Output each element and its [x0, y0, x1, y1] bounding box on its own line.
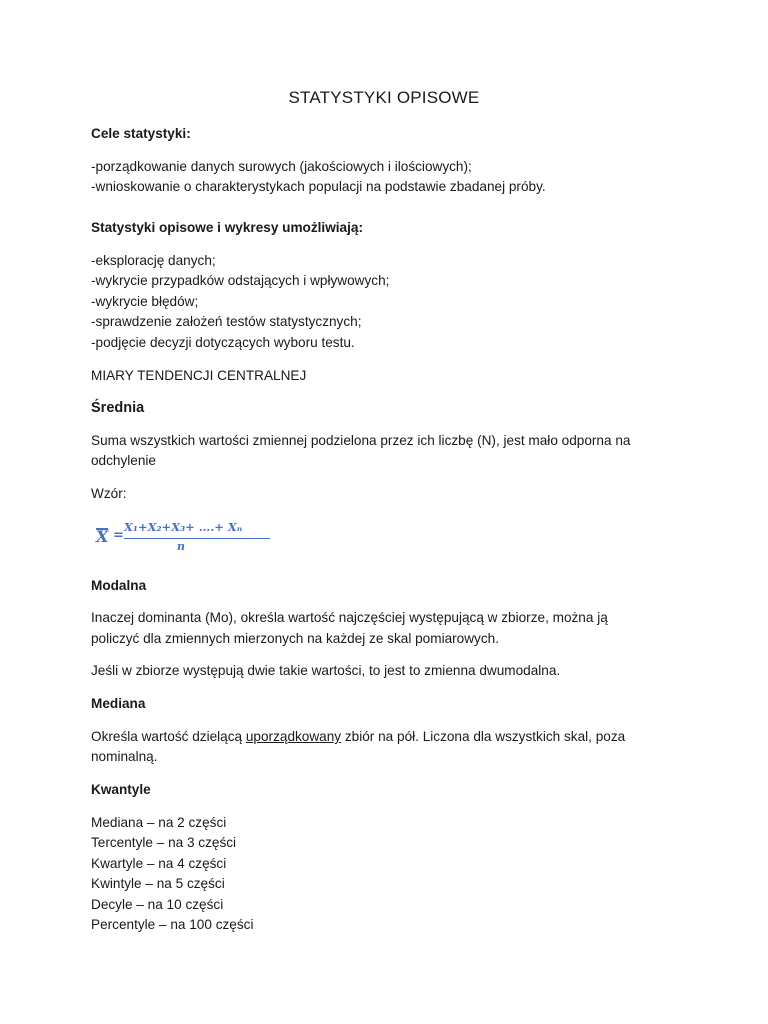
enables-item-1: -eksplorację danych; [91, 253, 216, 268]
mean-desc-line2: odchylenie [91, 453, 156, 468]
mean-formula-label: Wzór: [91, 486, 127, 501]
quantiles-item-6: Percentyle – na 100 części [91, 917, 254, 932]
median-desc-pre: Określa wartość dzielącą [91, 729, 246, 744]
mean-formula [94, 518, 274, 562]
enables-heading: Statystyki opisowe i wykresy umożliwiają: [91, 220, 363, 235]
median-desc-underlined: uporządkowany [245, 729, 342, 744]
quantiles-item-1: Mediana – na 2 części [91, 815, 227, 830]
median-desc-line2: nominalną. [91, 749, 158, 764]
enables-item-3: -wykrycie błędów; [91, 294, 199, 309]
mode-heading: Modalna [91, 578, 147, 593]
formula-denominator: n [177, 540, 185, 553]
goals-item-2: -wnioskowanie o charakterystykach populacji na podstawie zbadanej próby. [91, 179, 546, 194]
formula-equals: = [113, 528, 124, 543]
mode-desc-line2: policzyć dla zmiennych mierzonych na każdej ze skal pomiarowych. [91, 631, 499, 646]
quantiles-item-4: Kwintyle – na 5 części [91, 876, 225, 891]
formula-fraction-bar [124, 538, 270, 539]
document-title: STATYSTYKI OPISOWE [288, 88, 480, 107]
median-heading: Mediana [91, 696, 146, 711]
formula-numerator: X₁+X₂+X₃+ ….+ Xₙ [124, 520, 243, 534]
mean-desc-line1: Suma wszystkich wartości zmiennej podzielona przez ich liczbę (N), jest mało odporna na [91, 433, 631, 448]
formula-lhs: X [96, 527, 109, 546]
median-desc-post: zbiór na pół. Liczona dla wszystkich skal, poza [341, 729, 626, 744]
enables-item-5: -podjęcie decyzji dotyczących wyboru testu. [91, 335, 355, 350]
mode-desc2: Jeśli w zbiorze występują dwie takie wartości, to jest to zmienna dwumodalna. [91, 663, 561, 678]
mode-desc-line1: Inaczej dominanta (Mo), określa wartość najczęściej występującą w zbiorze, można ją [91, 610, 608, 625]
goals-heading: Cele statystyki: [91, 126, 191, 141]
section-central-tendency: MIARY TENDENCJI CENTRALNEJ [91, 368, 307, 383]
goals-item-1: -porządkowanie danych surowych (jakościowych i ilościowych); [91, 159, 472, 174]
quantiles-item-3: Kwartyle – na 4 części [91, 856, 227, 871]
quantiles-item-5: Decyle – na 10 części [91, 897, 224, 912]
mean-heading: Średnia [91, 400, 145, 416]
enables-item-2: -wykrycie przypadków odstających i wpływowych; [91, 273, 390, 288]
quantiles-heading: Kwantyle [91, 782, 151, 797]
median-desc-line1 [91, 727, 625, 747]
quantiles-item-2: Tercentyle – na 3 części [91, 835, 237, 850]
enables-item-4: -sprawdzenie założeń testów statystycznych; [91, 314, 362, 329]
